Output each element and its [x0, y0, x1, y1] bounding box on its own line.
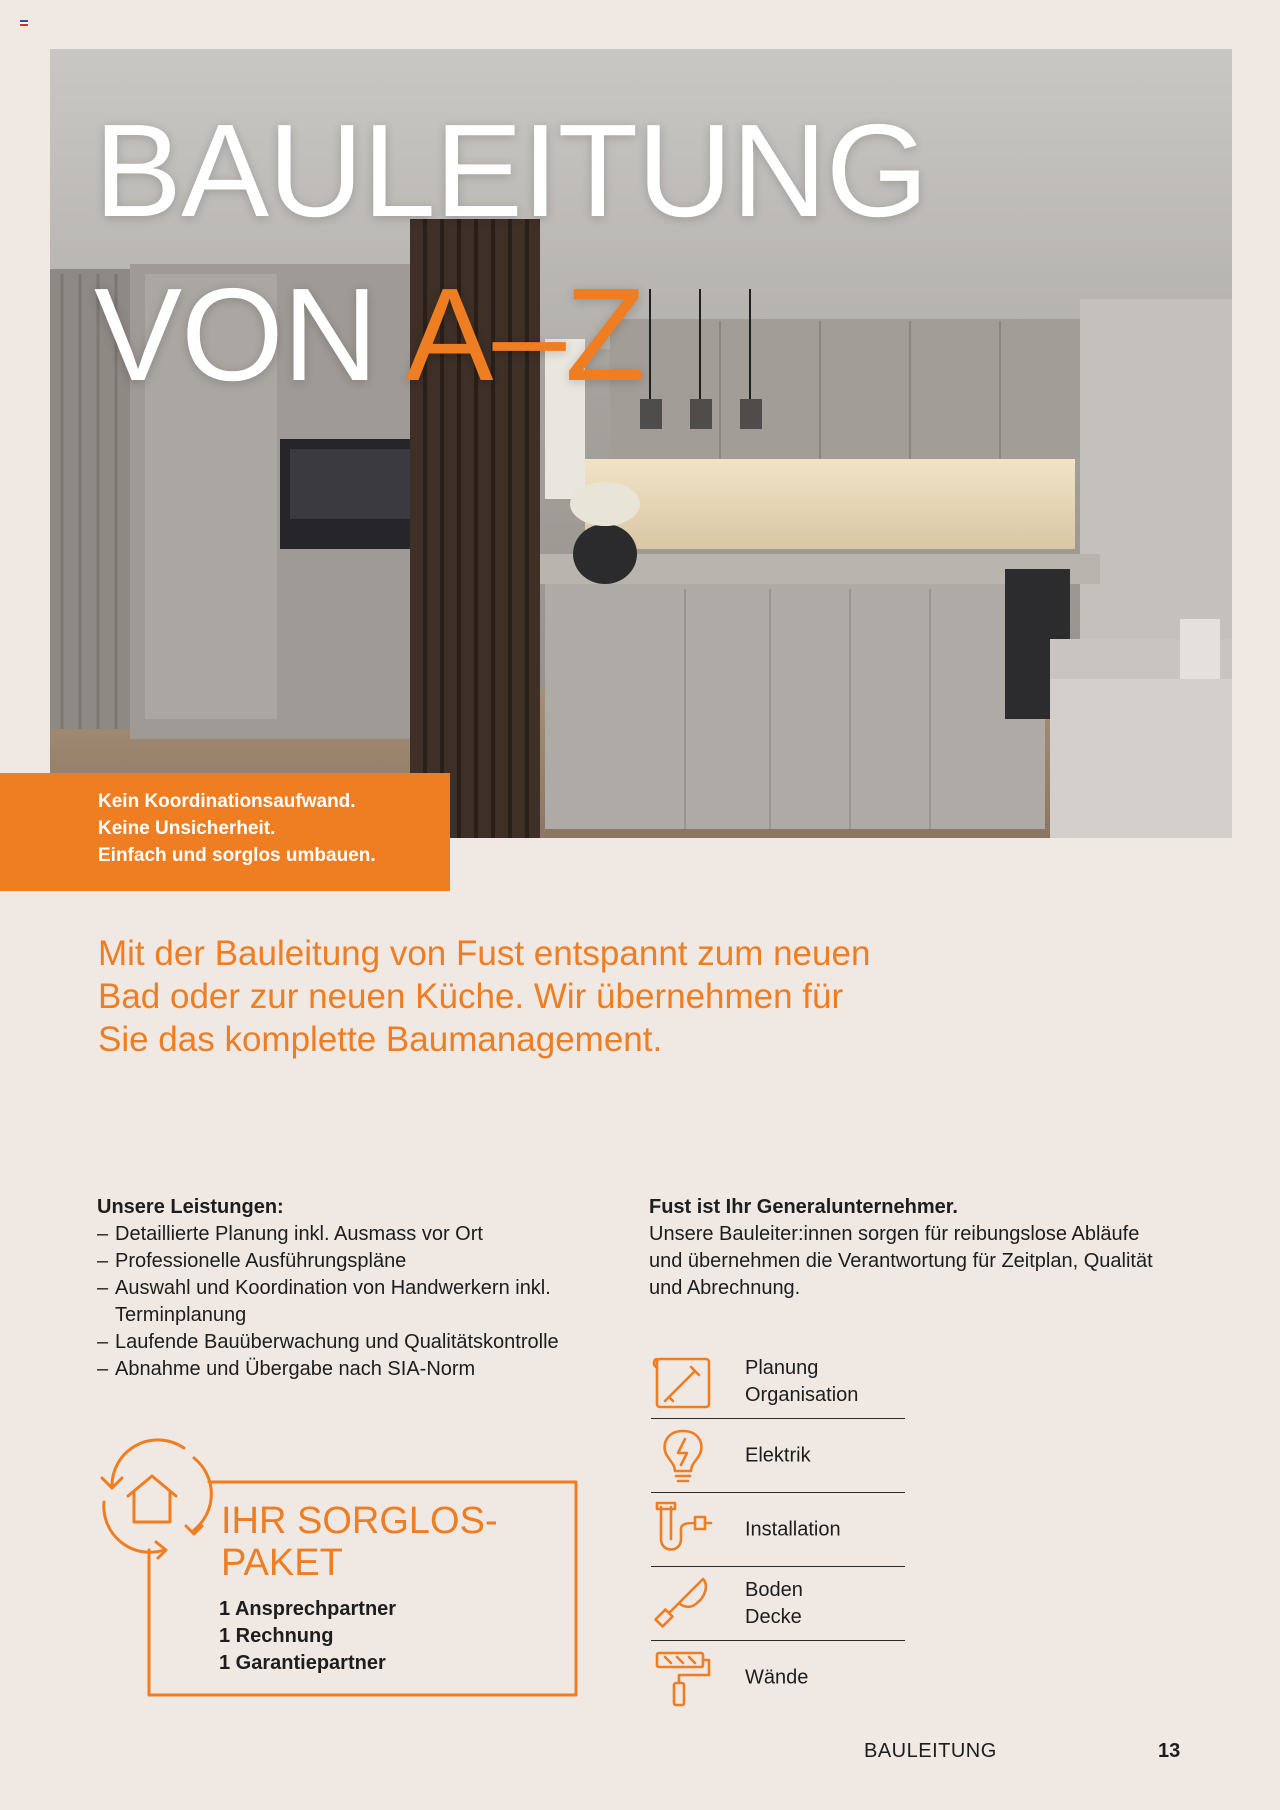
- service-label-line1: Installation: [745, 1518, 841, 1540]
- list-item: [651, 1493, 905, 1567]
- list-item: – Professionelle Ausführungspläne: [97, 1248, 637, 1275]
- hero-title-line2-accent: A–Z: [405, 261, 645, 408]
- service-label-line1: Boden: [745, 1578, 803, 1601]
- footer-section-label: BAULEITUNG: [864, 1740, 997, 1762]
- services-right: [649, 1194, 1169, 1302]
- list-item: – Detaillierte Planung inkl. Ausmass vor Ort: [97, 1221, 637, 1248]
- service-icon-list: [651, 1345, 905, 1714]
- service-label-line1: Wände: [745, 1666, 809, 1688]
- package-title-line1: IHR SORGLOS-: [221, 1500, 498, 1542]
- page-number: 13: [1158, 1740, 1181, 1762]
- list-item: – Laufende Bauüberwachung und Qualitätskontrolle: [97, 1329, 637, 1356]
- services-right-text: Unsere Bauleiter:innen sorgen für reibungslose Abläufe und übernehmen die Verantwortung für Zeitplan, Qualität und Abrechnung.: [649, 1223, 1153, 1299]
- pipe-icon: [651, 1499, 715, 1561]
- list-item: [651, 1419, 905, 1493]
- list-item: [651, 1345, 905, 1419]
- package-items: [219, 1596, 396, 1677]
- hero-title: [94, 89, 928, 417]
- hero-title-line2-prefix: VON: [94, 261, 406, 408]
- service-label-line1: Planung: [745, 1356, 819, 1379]
- tagline-line: Kein Koordinationsaufwand.: [98, 791, 356, 812]
- package-item: 1 Rechnung: [219, 1625, 334, 1647]
- services-left-heading: Unsere Leistungen:: [97, 1196, 284, 1218]
- service-label-line2: Organisation: [745, 1383, 859, 1406]
- intro-text: Mit der Bauleitung von Fust entspannt zum neuen Bad oder zur neuen Küche. Wir übernehmen für Sie das komplette Baumanagement.: [98, 934, 871, 1059]
- package-title-line2: PAKET: [221, 1542, 343, 1584]
- list-item: – Auswahl und Koordination von Handwerkern inkl. Terminplanung: [97, 1275, 637, 1329]
- package-item: 1 Ansprechpartner: [219, 1598, 397, 1620]
- sorglos-package: [94, 1430, 584, 1710]
- service-label: [745, 1664, 808, 1691]
- paint-roller-icon: [651, 1647, 715, 1709]
- service-label-line1: Elektrik: [745, 1444, 811, 1466]
- tagline-box: [0, 773, 450, 891]
- list-item: [651, 1641, 905, 1714]
- services-left: [97, 1194, 637, 1383]
- lightbulb-icon: [651, 1425, 715, 1487]
- language-flag-icon: [20, 20, 28, 26]
- list-item: [651, 1567, 905, 1641]
- service-label: [745, 1516, 841, 1543]
- service-label-line2: Decke: [745, 1605, 802, 1628]
- plan-pencil-icon: [651, 1351, 715, 1413]
- service-label: [745, 1442, 811, 1469]
- hero-title-line1: BAULEITUNG: [94, 97, 928, 244]
- package-title: [221, 1500, 498, 1584]
- services-right-heading: Fust ist Ihr Generalunternehmer.: [649, 1196, 958, 1218]
- tagline-line: Einfach und sorglos umbauen.: [98, 845, 376, 866]
- service-label: [745, 1577, 803, 1631]
- trowel-icon: [651, 1573, 715, 1635]
- tagline-line: Keine Unsicherheit.: [98, 818, 276, 839]
- hero-image: [50, 49, 1232, 838]
- list-item: – Abnahme und Übergabe nach SIA-Norm: [97, 1356, 637, 1383]
- services-list: [97, 1221, 637, 1383]
- package-item: 1 Garantiepartner: [219, 1652, 386, 1674]
- service-label: [745, 1355, 858, 1409]
